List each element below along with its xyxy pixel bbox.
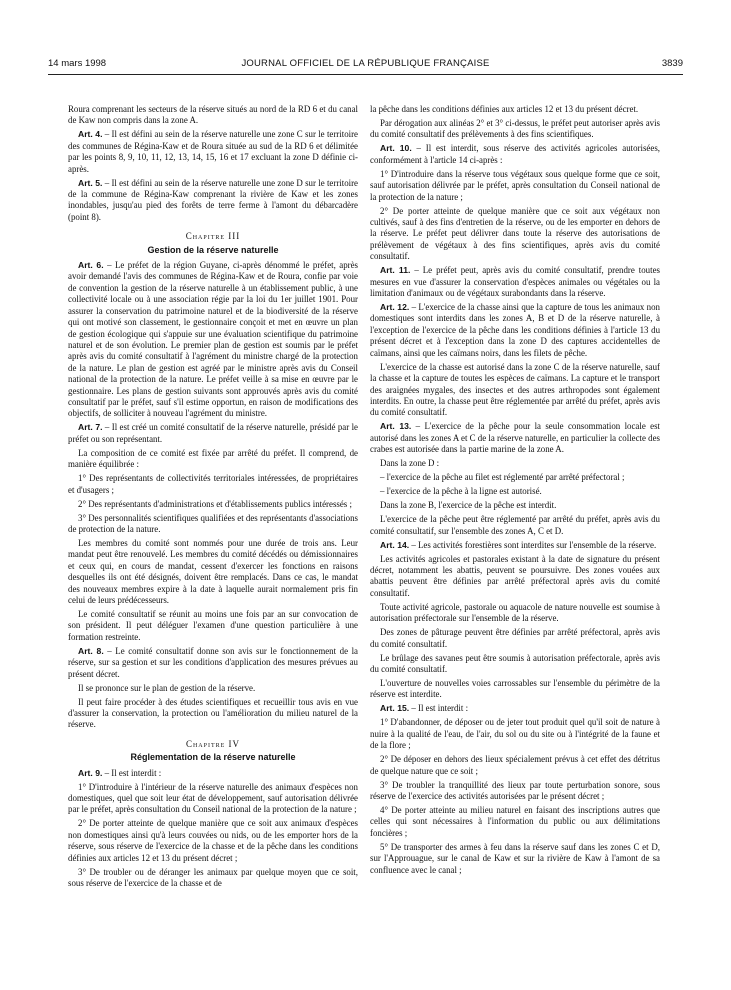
paragraph: Des zones de pâturage peuvent être définies par arrêté préfectoral, après avis du comité consultatif. — [370, 627, 660, 649]
left-column — [68, 104, 358, 892]
article-paragraph — [68, 260, 358, 420]
list-item: – l'exercice de la pêche au filet est réglementé par arrêté préfectoral ; — [380, 472, 625, 483]
article-number: Art. 13. — [380, 421, 412, 432]
paragraph: 3° De troubler la tranquillité des lieux par toute perturbation sonore, sous réserve de l'exercice des activités autorisées par le présent décret ; — [370, 779, 660, 801]
paragraph: Dans la zone B, l'exercice de la pêche est interdit. — [380, 500, 557, 511]
article-paragraph — [370, 421, 660, 455]
article-number: Art. 8. — [78, 645, 104, 656]
article-text: – Le comité consultatif donne son avis sur le fonctionnement de la réserve, sur sa gestion et sur les conditions d'application des mesures prévues au présent décret. — [68, 645, 358, 679]
article-paragraph — [68, 178, 358, 224]
article-number: Art. 6. — [78, 260, 104, 271]
paragraph: 1° Des représentants de collectivités territoriales intéressées, de propriétaires et d'usagers ; — [68, 473, 358, 495]
paragraph: 1° D'introduire à l'intérieur de la réserve naturelle des animaux d'espèces non domestiques, quel que soit leur état de développement, sauf autorisation délivrée par le préfet, après consultation du Conseil national de la protection de la nature ; — [68, 781, 358, 815]
article-text: – L'exercice de la pêche pour la seule consommation locale est autorisé dans les zones A et C de la réserve naturelle, en particulier la collecte des crabes est autorisée dans la partie marine de la zone A. — [370, 421, 660, 455]
article-paragraph — [370, 540, 660, 551]
article-number: Art. 10. — [380, 143, 412, 154]
paragraph: Les activités agricoles et pastorales existant à la date de signature du présent décret, notamment les abattis, peuvent se poursuivre. Des zones vouées aux abattis peuvent être définies par arrêté préfectoral après avis du comité consultatif. — [370, 553, 660, 598]
paragraph: L'ouverture de nouvelles voies carrossables sur l'ensemble du périmètre de la réserve est interdite. — [370, 677, 660, 700]
article-number: Art. 14. — [380, 539, 410, 550]
header-rule — [48, 74, 683, 75]
paragraph: 1° D'introduire dans la réserve tous végétaux sous quelque forme que ce soit, sauf autorisation délivrée par le préfet, après consultation du Conseil national de la protection de la nature ; — [370, 168, 660, 202]
article-paragraph — [68, 129, 358, 175]
article-text: – Il est interdit : — [102, 767, 162, 778]
running-header — [48, 58, 683, 72]
article-paragraph — [68, 422, 358, 445]
article-paragraph — [370, 703, 660, 714]
paragraph: Les membres du comité sont nommés pour une durée de trois ans. Leur mandat peut être renouvelé. Les membres du comité décédés ou démissionnaires et ceux qui, en cours de mandat, cessent d'exercer les fonctions en raisons desquelles ils ont été désignés, doivent être remplacés. Dans ce cas, le mandat des nouveaux membres expire à la date à laquelle aurait normalement pris fin celui de leurs prédécesseurs. — [68, 537, 358, 605]
paragraph: Le comité consultatif se réunit au moins une fois par an sur convocation de son président. Il peut déléguer l'examen d'une question particulière à une formation restreinte. — [68, 609, 358, 642]
article-number: Art. 5. — [78, 177, 103, 188]
paragraph: Il peut faire procéder à des études scientifiques et recueillir tous avis en vue d'assurer la conservation, la protection ou l'amélioration du milieu naturel de la réserve. — [68, 696, 358, 730]
article-text: – Le préfet de la région Guyane, ci-après dénommé le préfet, après avoir demandé l'avis des communes de Régina-Kaw et de Roura, confie par voie de convention la gestion de la réserve naturelle à un établissement public, à une collectivité locale ou à une association régie par la loi du 1er juillet 1901. Pour assurer la conservation du patrimoine naturel et de la biodiversité de la réserve qui ont motivé son classement, le gestionnaire conçoit et met en œuvre un plan de gestion écologique qui s'appuie sur une évaluation scientifique du patrimoine naturel et de son évolution. Le premier plan de gestion est soumis par le préfet après avis du comité consultatif à l'agrément du ministre chargé de la protection de la nature. Le plan de gestion est agréé par le ministre après avis du Conseil national de la protection de la nature. Le préfet veille à sa mise en œuvre par le gestionnaire. Les plans de gestion suivants sont approuvés après avis du comité consultatif par le préfet, sauf s'il estime opportun, en raison de modifications des objectifs, de solliciter à nouveau l'agrément du ministre. — [68, 260, 359, 419]
chapter-title: Gestion de la réserve naturelle — [147, 244, 279, 255]
paragraph: 1° D'abandonner, de déposer ou de jeter tout produit quel qu'il soit de nature à nuire à la qualité de l'eau, de l'air, du sol ou du site ou à l'intégrité de la faune et de la flore ; — [370, 717, 660, 751]
paragraph: 2° De porter atteinte de quelque manière que ce soit aux végétaux non cultivés, sauf à des fins d'entretien de la réserve, ou de les emporter en dehors de la réserve. Le préfet peut délivrer dans toute la réserve des autorisations de prélèvement de végétaux à des fins scientifiques, après avis du comité consultatif. — [370, 205, 660, 262]
paragraph: Par dérogation aux alinéas 2° et 3° ci-dessus, le préfet peut autoriser après avis du comité consultatif des prélèvements à des fins scientifiques. — [370, 118, 660, 140]
issue-date: 14 mars 1998 — [48, 58, 107, 69]
article-number: Art. 12. — [380, 302, 410, 313]
paragraph: 2° Des représentants d'administrations et d'établissements publics intéressés ; — [78, 498, 352, 509]
article-paragraph — [370, 143, 660, 166]
article-text: – L'exercice de la chasse ainsi que la capture de tous les animaux non domestiques sont interdits dans les zones A, B et D de la réserve naturelle, à l'exception de l'exercice de la pêche dans les conditions définies à l'article 13 du présent décret et à l'exception dans la zone D des captures accidentelles de caïmans, ainsi que les caïmans noirs, dans les filets de pêche. — [370, 302, 660, 358]
right-column — [370, 104, 660, 879]
article-text: – Les activités forestières sont interdites sur l'ensemble de la réserve. — [409, 539, 657, 550]
paragraph: Il se prononce sur le plan de gestion de la réserve. — [78, 682, 256, 693]
paragraph: Toute activité agricole, pastorale ou aquacole de nature nouvelle est soumise à autorisation préfectorale sur l'ensemble de la réserve. — [370, 601, 660, 624]
article-paragraph — [68, 768, 358, 779]
article-paragraph — [370, 302, 660, 359]
chapter-heading: Chapitre IV — [185, 738, 241, 749]
article-number: Art. 7. — [78, 422, 103, 433]
paragraph: L'exercice de la pêche peut être réglementé par arrêté du préfet, après avis du comité consultatif, sur l'ensemble des zones A, C et D. — [370, 514, 660, 536]
article-text: – Il est interdit, sous réserve des activités agricoles autorisées, conformément à l'article 14 ci-après : — [370, 143, 660, 165]
paragraph: Le brûlage des savanes peut être soumis à autorisation préfectorale, après avis du comité consultatif. — [370, 652, 660, 674]
page-number: 3839 — [661, 58, 683, 69]
article-text: – Il est interdit : — [409, 703, 469, 714]
article-paragraph — [370, 265, 660, 299]
paragraph: 3° De troubler ou de déranger les animaux par quelque moyen que ce soit, sous réserve de l'exercice de la chasse et de — [68, 866, 358, 889]
paragraph: Dans la zone D : — [380, 458, 440, 469]
article-number: Art. 15. — [380, 703, 410, 714]
paragraph: La composition de ce comité est fixée par arrêté du préfet. Il comprend, de manière équilibrée : — [68, 447, 358, 470]
article-text: – Il est défini au sein de la réserve naturelle une zone C sur le territoire des communes de Régina-Kaw et de Roura située au sud de la RD 6 et délimitée par les points 8, 9, 10, 11, 12, 13, 14, 15, 16 et 17 excluant la zone D définie ci-après. — [68, 129, 358, 174]
continued-paragraph: Roura comprenant les secteurs de la réserve situés au nord de la RD 6 et du canal de Kaw non compris dans la zone A. — [68, 104, 358, 126]
paragraph: 2° De déposer en dehors des lieux spécialement prévus à cet effet des détritus de quelque nature que ce soit ; — [370, 754, 660, 776]
chapter-heading: Chapitre III — [185, 231, 241, 242]
continued-paragraph: la pêche dans les conditions définies aux articles 12 et 13 du présent décret. — [370, 104, 639, 114]
article-number: Art. 9. — [78, 767, 103, 778]
article-text: – Le préfet peut, après avis du comité consultatif, prendre toutes mesures en vue d'assurer la conservation d'espèces animales ou végétales ou la limitation d'animaux ou de végétaux surabondants dans la réserve. — [370, 265, 660, 299]
article-number: Art. 4. — [78, 129, 103, 140]
article-number: Art. 11. — [380, 265, 411, 276]
article-paragraph — [68, 646, 358, 680]
paragraph: L'exercice de la chasse est autorisé dans la zone C de la réserve naturelle, sauf la chasse et la capture de toutes les espèces de caïmans. La capture et le transport des araignées mygales, des insectes et des autres arthropodes sont également interdits. En outre, la chasse peut être réglementée par arrêté du préfet, après avis du comité consultatif. — [370, 361, 660, 418]
chapter-title: Réglementation de la réserve naturelle — [130, 752, 296, 763]
paragraph: 5° De transporter des armes à feu dans la réserve sauf dans les zones C et D, sur l'Approuague, sur le canal de Kaw et sur la rivière de Kaw à l'amont de sa confluence avec le canal ; — [370, 841, 660, 875]
list-item: – l'exercice de la pêche à la ligne est autorisé. — [380, 486, 542, 497]
article-text: – Il est créé un comité consultatif de la réserve naturelle, présidé par le préfet ou son représentant. — [68, 422, 358, 444]
journal-title: JOURNAL OFFICIEL DE LA RÉPUBLIQUE FRANÇAISE — [241, 58, 490, 69]
paragraph: 3° Des personnalités scientifiques qualifiées et des représentants d'associations de protection de la nature. — [68, 512, 358, 534]
paragraph: 2° De porter atteinte de quelque manière que ce soit aux animaux d'espèces non domestiques ainsi qu'à leurs couvées ou nids, ou de les emporter hors de la réserve, sous réserve de l'exercice de la chasse et de la pêche dans les conditions définies aux articles 12 et 13 du présent décret ; — [68, 818, 358, 863]
paragraph: 4° De porter atteinte au milieu naturel en faisant des inscriptions autres que celles qui sont nécessaires à l'information du public ou aux délimitations foncières ; — [370, 805, 660, 838]
article-text: – Il est défini au sein de la réserve naturelle une zone D sur le territoire de la commune de Régina-Kaw comprenant la rivière de Kaw et les zones inondables, jusqu'au pied des forêts de terre ferme à l'amont du débarcadère (point 8). — [68, 177, 358, 222]
